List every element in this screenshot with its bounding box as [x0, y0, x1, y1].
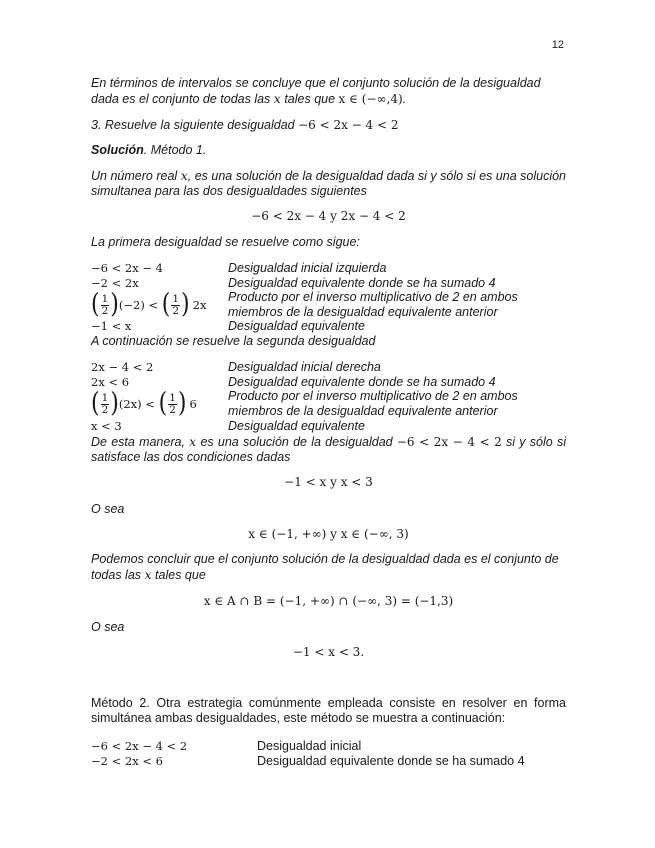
step-description: Producto por el inverso multiplicativo de 2 en ambos miembros de la desigualdad equivalente anterior	[228, 290, 518, 319]
step-row	[91, 290, 566, 320]
step-description: Desigualdad equivalente donde se ha sumado 4	[228, 276, 496, 290]
problem-text: 3. Resuelve la siguiente desigualdad	[91, 118, 299, 132]
step-math: ( $\frac{1}{2}$ ) (−2) < ( $\frac{1}{2}$ ) 2x	[91, 288, 207, 320]
definition-text-b: , es una solución de la desigualdad dada si y sólo si es una solución simultanea para las dos desigualdades siguientes	[91, 169, 567, 198]
intro-paragraph	[91, 76, 566, 107]
step-math: x < 3	[91, 419, 122, 433]
equation-system: −6 < 2x − 4 y 2x − 4 < 2	[251, 209, 406, 223]
step-description: Desigualdad inicial izquierda	[228, 261, 387, 275]
step-description: Desigualdad equivalente donde se ha sumado 4	[228, 375, 496, 389]
step-row	[91, 389, 566, 419]
step-math: −2 < 2x < 6	[91, 754, 163, 768]
step-row	[91, 419, 566, 434]
step-description: Desigualdad equivalente	[228, 319, 365, 333]
step-row	[91, 319, 566, 334]
step-description: Desigualdad equivalente donde se ha sumado 4	[257, 754, 525, 768]
definition-paragraph	[91, 168, 566, 199]
solution-rest: . Método 1.	[143, 143, 207, 157]
page-number: 12	[551, 39, 564, 51]
fraction: $\frac{1}{2}$	[169, 391, 176, 416]
equation-intervals: x ∈ (−1, +∞) y x ∈ (−∞, 3)	[248, 527, 409, 541]
intro-text-b: tales que	[280, 92, 339, 106]
step-description: Desigualdad inicial	[257, 739, 362, 753]
step-row	[91, 261, 566, 276]
o-sea-label-2: O sea	[91, 620, 125, 634]
step-math: −2 < 2x	[91, 276, 139, 290]
conclusion-paragraph	[91, 434, 566, 465]
step-math: −1 < x	[91, 319, 132, 333]
solution-heading	[91, 143, 566, 158]
definition-var-x: x	[180, 168, 188, 183]
step-description: Desigualdad equivalente	[228, 419, 365, 433]
equation-final: −1 < x < 3.	[292, 645, 365, 659]
fraction: $\frac{1}{2}$	[172, 292, 180, 317]
set-text-b: tales que	[151, 568, 206, 582]
method-two-paragraph: Método 2. Otra estrategia comúnmente empleada consiste en resolver en forma simultánea ambas desigualdades, este método se muestra a continuación:	[91, 696, 566, 725]
step-description: Producto por el inverso multiplicativo de 2 en ambos miembros de la desigualdad equivalente anterior	[228, 389, 518, 418]
conclusion-text-b: es una solución de la desigualdad	[196, 435, 397, 449]
step-math: ( $\frac{1}{2}$ ) (2x) < ( $\frac{1}{2}$ ) 6	[91, 387, 197, 419]
step-row	[91, 739, 566, 754]
equation-conditions: −1 < x y x < 3	[284, 475, 373, 489]
problem-math: −6 < 2x − 4 < 2	[298, 118, 399, 132]
set-var-x: x	[144, 567, 152, 582]
conclusion-math: −6 < 2x − 4 < 2	[396, 435, 502, 449]
set-text-a: Podemos concluir que el conjunto solución de la desigualdad dada es el conjunto de todas las	[91, 552, 559, 582]
step-row	[91, 754, 566, 769]
intro-var-x: x	[273, 91, 281, 106]
step-description: Desigualdad inicial derecha	[228, 360, 381, 374]
step-math: 2x < 6	[91, 375, 130, 389]
step-math: −6 < 2x − 4	[91, 261, 163, 275]
set-conclusion-paragraph	[91, 552, 566, 583]
first-inequality-intro: La primera desigualdad se resuelve como sigue:	[91, 235, 360, 249]
equation-intersection: x ∈ A ∩ B = (−1, +∞) ∩ (−∞, 3) = (−1,3)	[203, 594, 454, 608]
fraction: $\frac{1}{2}$	[101, 292, 109, 317]
solution-bold: Solución	[91, 143, 144, 157]
intro-math: x ∈ (−∞,4)	[338, 92, 403, 106]
intro-end: .	[402, 92, 407, 106]
problem-statement	[91, 118, 566, 133]
step-math: 2x − 4 < 2	[91, 360, 154, 374]
step-math: −6 < 2x − 4 < 2	[91, 739, 188, 753]
definition-text-a: Un número real	[91, 169, 181, 183]
conclusion-var-x: x	[189, 434, 197, 449]
conclusion-text-c: si y sólo si satisface las dos condiciones dadas	[91, 435, 566, 464]
step-row	[91, 360, 566, 375]
intro-text-a: En términos de intervalos se concluye que el conjunto solución de la desigualdad dada es el conjunto de todas las	[91, 76, 541, 106]
second-inequality-intro: A continuación se resuelve la segunda desigualdad	[91, 334, 376, 348]
o-sea-label: O sea	[91, 502, 125, 516]
fraction: $\frac{1}{2}$	[101, 391, 109, 416]
conclusion-text-a: De esta manera,	[91, 435, 190, 449]
